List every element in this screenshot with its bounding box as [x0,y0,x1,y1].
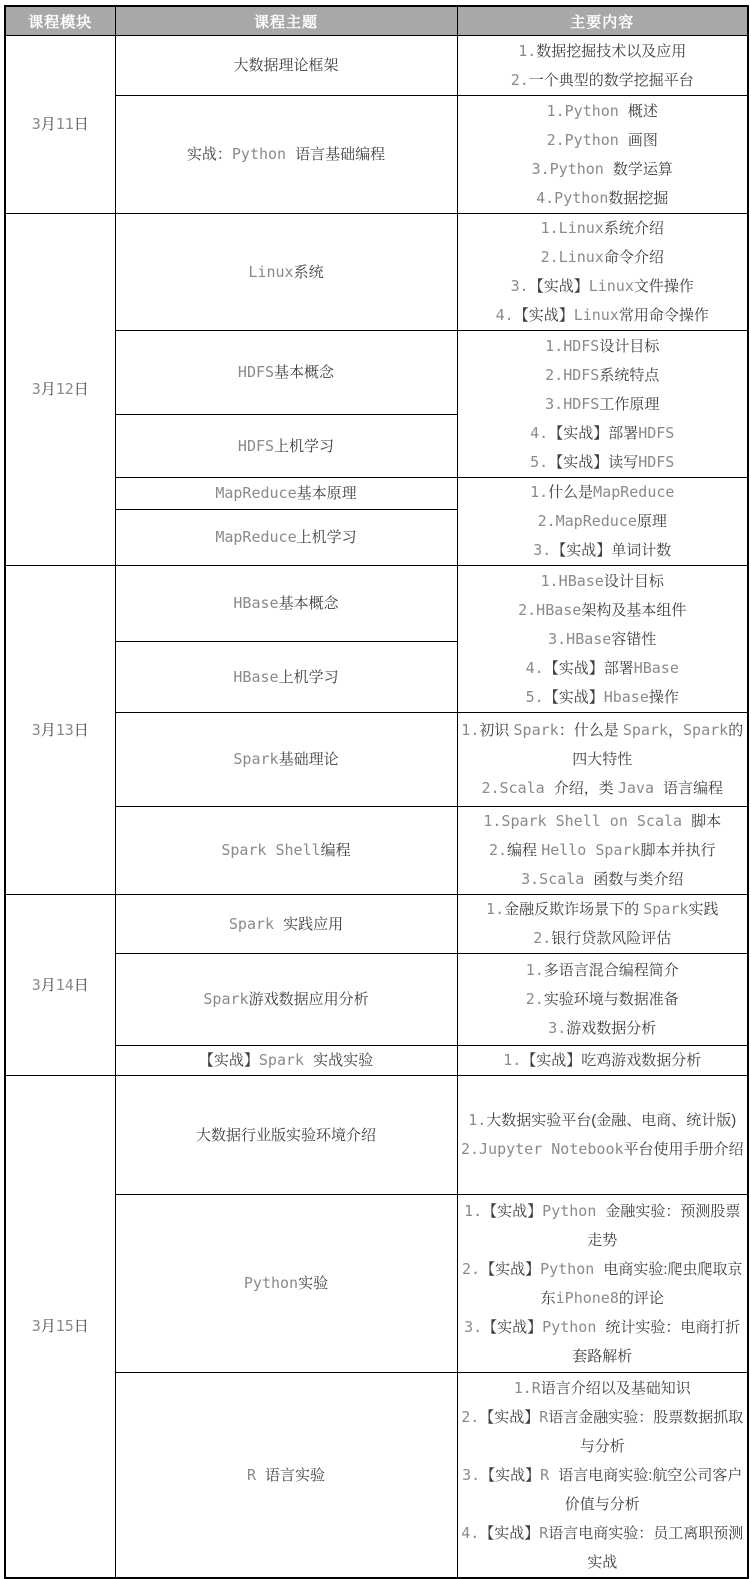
content-line: 3.【实战】Python 统计实验：电商打折套路解析 [464,1317,741,1365]
table-row [5,1373,748,1579]
topic-cell: R 语言实验 [115,1373,457,1579]
content-cell [457,1046,748,1076]
topic-cell: 实战：Python 语言基础编程 [115,96,457,214]
content-cell [457,1195,748,1373]
content-cell [457,214,748,331]
table-row [5,478,748,510]
module-cell: 3月12日 [5,214,115,566]
table-row [5,713,748,807]
topic-cell: HDFS基本概念 [115,331,457,415]
content-cell [457,807,748,895]
table-row [5,1076,748,1195]
table-row [5,96,748,214]
table-row [5,36,748,96]
topic-cell: MapReduce上机学习 [115,510,457,566]
topic-cell: Spark游戏数据应用分析 [115,954,457,1046]
topic-cell: Python实验 [115,1195,457,1373]
topic-cell: HBase上机学习 [115,642,457,713]
table-row [5,331,748,415]
content-line: 1.HDFS设计目标 [545,336,660,355]
content-line: 1.数据挖掘技术以及应用 [518,41,687,60]
content-line: 1.【实战】Python 金融实验：预测股票走势 [464,1201,741,1249]
content-line: 4.【实战】Linux常用命令操作 [495,306,709,324]
content-cell [457,478,748,566]
content-line: 2.Python 画图 [546,130,658,149]
content-line: 1.Linux系统介绍 [540,219,664,237]
header-row [5,6,748,36]
module-cell: 3月11日 [5,36,115,214]
content-line: 2.银行贷款风险评估 [533,929,672,947]
content-cell [457,954,748,1046]
topic-cell: Spark基础理论 [115,713,457,807]
content-line: 5.【实战】Hbase操作 [525,687,679,706]
topic-cell: HBase基本概念 [115,566,457,642]
module-cell: 3月14日 [5,895,115,1076]
module-cell: 3月15日 [5,1076,115,1579]
content-line: 1.大数据实验平台(金融、电商、统计版) [468,1111,737,1129]
content-cell [457,895,748,954]
topic-cell: Spark Shell编程 [115,807,457,895]
content-line: 3.HBase容错性 [548,629,657,648]
content-line: 2.HDFS系统特点 [545,365,660,384]
topic-cell: MapReduce基本原理 [115,478,457,510]
topic-cell: 大数据理论框架 [115,36,457,96]
content-line: 4.Python数据挖掘 [536,188,669,207]
content-line: 1.多语言混合编程简介 [525,961,679,979]
table-row [5,807,748,895]
table-row [5,1046,748,1076]
header-cell-module: 课程模块 [5,6,115,36]
content-line: 2.一个典型的数学挖掘平台 [510,70,694,89]
content-cell [457,566,748,713]
header-cell-content: 主要内容 [457,6,748,36]
topic-cell: 【实战】Spark 实战实验 [115,1046,457,1076]
content-line: 3.【实战】R 语言电商实验:航空公司客户价值与分析 [462,1465,743,1513]
content-line: 3.HDFS工作原理 [545,394,660,413]
table-row [5,954,748,1046]
content-line: 2.Scala 介绍，类 Java 语言编程 [481,779,724,797]
content-line: 5.【实战】读写HDFS [530,452,675,471]
content-line: 4.【实战】部署HDFS [530,423,675,442]
topic-cell: Spark 实践应用 [115,895,457,954]
content-line: 2.MapReduce原理 [537,512,667,530]
content-line: 1.初识 Spark：什么是 Spark，Spark的四大特性 [461,721,744,768]
content-line: 1.HBase设计目标 [540,571,664,590]
content-line: 3.Scala 函数与类介绍 [521,870,684,888]
content-line: 1.Spark Shell on Scala 脚本 [483,812,722,830]
content-line: 2.Linux命令介绍 [540,248,664,266]
topic-cell: HDFS上机学习 [115,415,457,478]
content-cell [457,713,748,807]
content-cell [457,1076,748,1195]
content-line: 1.金融反欺诈场景下的 Spark实践 [486,900,719,918]
module-cell: 3月13日 [5,566,115,895]
content-line: 2.HBase架构及基本组件 [518,600,687,619]
content-line: 2.Jupyter Notebook平台使用手册介绍 [460,1140,744,1158]
content-line: 2.【实战】Python 电商实验:爬虫爬取京东iPhone8的评论 [462,1259,743,1307]
table-row [5,214,748,331]
table-row [5,1195,748,1373]
content-line: 1.什么是MapReduce [530,483,675,501]
content-line: 2.【实战】R语言金融实验：股票数据抓取与分析 [461,1407,744,1455]
content-line: 1.【实战】吃鸡游戏数据分析 [503,1051,702,1069]
content-line: 3.游戏数据分析 [548,1019,657,1037]
content-line: 3.【实战】单词计数 [533,541,672,559]
table-row [5,566,748,642]
course-schedule-table [4,5,749,1579]
content-line: 2.实验环境与数据准备 [525,990,679,1008]
content-line: 1.R语言介绍以及基础知识 [513,1378,691,1397]
content-line: 1.Python 概述 [546,101,658,120]
table-row [5,895,748,954]
content-cell [457,1373,748,1579]
content-line: 4.【实战】部署HBase [525,658,679,677]
content-cell [457,96,748,214]
content-line: 2.编程 Hello Spark脚本并执行 [488,841,716,859]
content-cell [457,36,748,96]
content-line: 3.【实战】Linux文件操作 [510,277,694,295]
content-line: 3.Python 数学运算 [531,159,673,178]
content-cell [457,331,748,478]
topic-cell: 大数据行业版实验环境介绍 [115,1076,457,1195]
content-line: 4.【实战】R语言电商实验：员工离职预测实战 [461,1523,744,1571]
header-cell-topic: 课程主题 [115,6,457,36]
topic-cell: Linux系统 [115,214,457,331]
